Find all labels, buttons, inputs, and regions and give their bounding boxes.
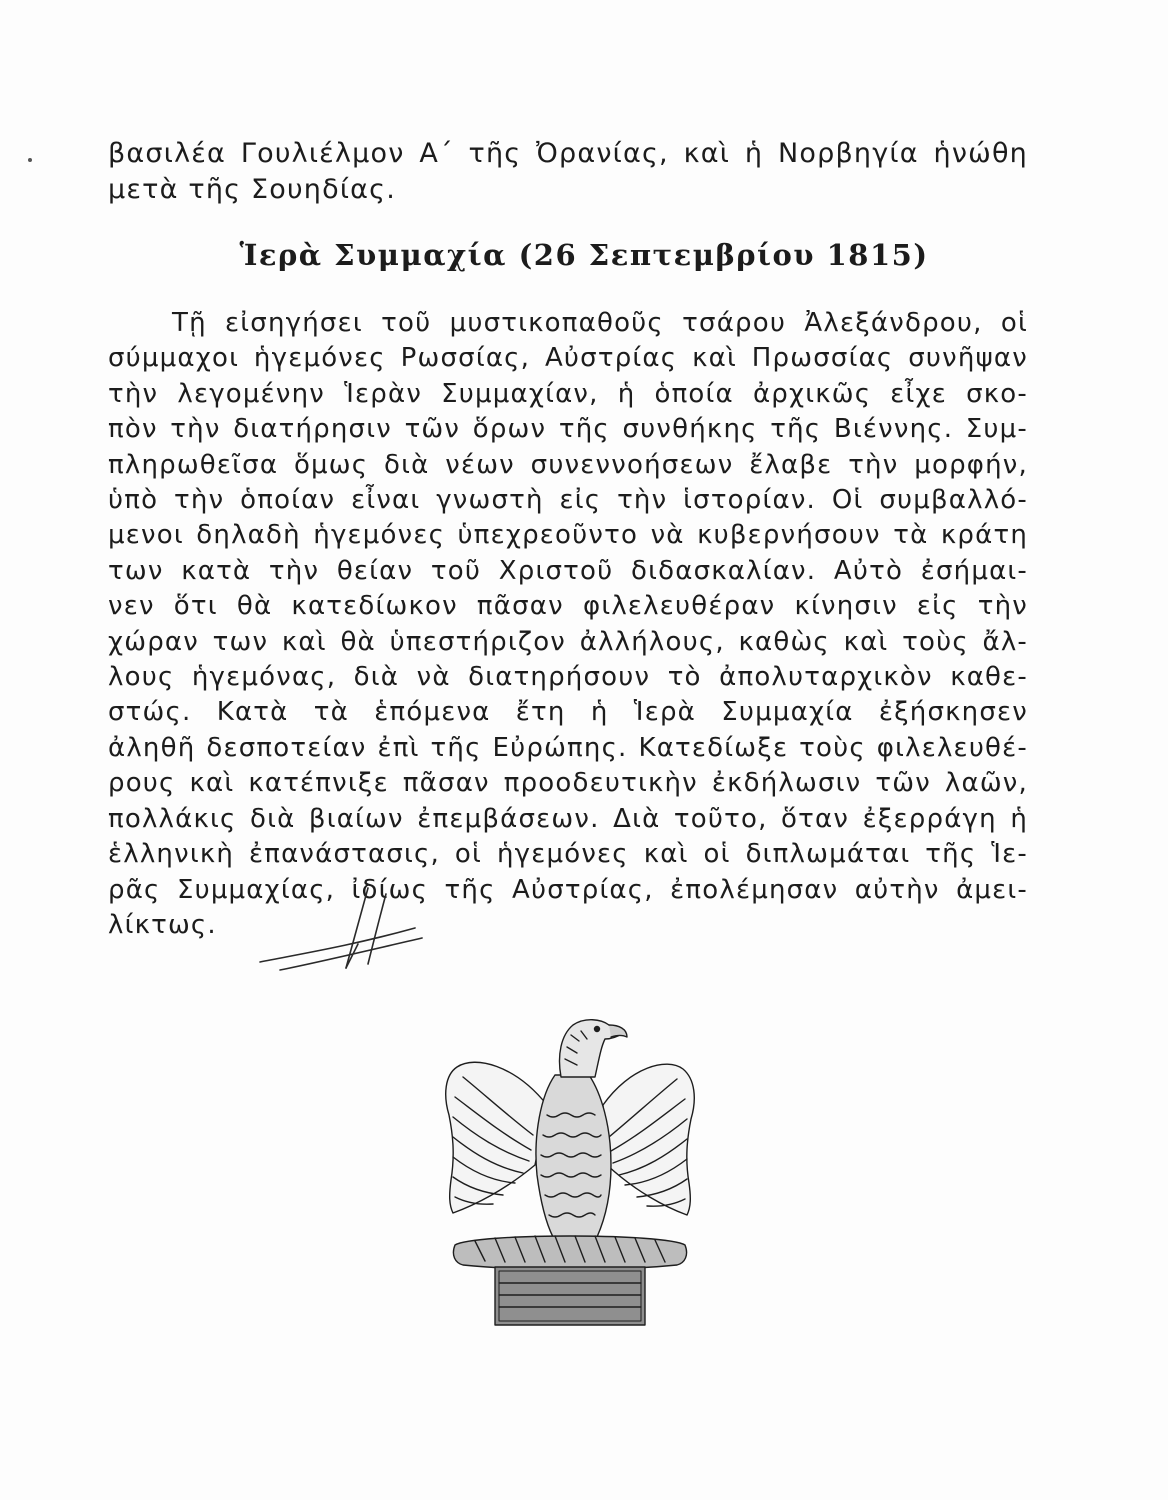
body-line: πὸν τὴν διατήρησιν τῶν ὅρων τῆς συνθήκης τῆς Βιέννης. Συμ- — [108, 414, 1028, 445]
body-line: των κατὰ τὴν θείαν τοῦ Χριστοῦ διδασκαλίαν. Αὐτὸ ἐσήμαι- — [108, 555, 1028, 586]
body-line: στώς. Κατὰ τὰ ἑπόμενα ἔτη ἡ Ἱερὰ Συμμαχία ἐξήσκησεν — [108, 697, 1028, 728]
body-line: τὴν λεγομένην Ἱερὰν Συμμαχίαν, ἡ ὁποία ἀρχικῶς εἶχε σκο- — [108, 378, 1028, 409]
body-line: ἑλληνικὴ ἐπανάστασις, οἱ ἡγεμόνες καὶ οἱ διπλωμάται τῆς Ἱε- — [108, 839, 1028, 870]
intro-line-1: βασιλέα Γουλιέλμον Α΄ τῆς Ὀρανίας, καὶ ἡ Νορβηγία ἡνώθη — [108, 138, 1028, 169]
intro-paragraph — [108, 136, 1028, 208]
eagle-on-pedestal-icon — [415, 1005, 725, 1335]
scan-speck — [28, 158, 32, 162]
body-line: πολλάκις διὰ βιαίων ἐπεμβάσεων. Διὰ τοῦτο, ὅταν ἐξερράγη ἡ — [108, 803, 1028, 834]
body-line: μενοι δηλαδὴ ἡγεμόνες ὑπεχρεοῦντο νὰ κυβερνήσουν τὰ κράτη — [108, 520, 1028, 551]
body-paragraph — [108, 306, 1028, 943]
section-heading: Ἱερὰ Συμμαχία (26 Σεπτεμβρίου 1815) — [239, 238, 929, 272]
handwritten-signature-icon — [250, 880, 430, 980]
body-line: ὑπὸ τὴν ὁποίαν εἶναι γνωστὴ εἰς τὴν ἱστορίαν. Οἱ συμβαλλό- — [108, 485, 1028, 516]
intro-line-2: μετὰ τῆς Σουηδίας. — [108, 174, 397, 205]
body-line: σύμμαχοι ἡγεμόνες Ρωσσίας, Αὐστρίας καὶ Πρωσσίας συνῆψαν — [108, 343, 1028, 374]
body-line: Τῇ εἰσηγήσει τοῦ μυστικοπαθοῦς τσάρου Ἀλεξάνδρου, οἱ — [172, 308, 1028, 338]
body-line: νεν ὅτι θὰ κατεδίωκον πᾶσαν φιλελευθέραν κίνησιν εἰς τὴν — [108, 591, 1028, 622]
body-line: λους ἡγεμόνας, διὰ νὰ διατηρήσουν τὸ ἀπολυταρχικὸν καθε- — [108, 662, 1028, 693]
body-line: χώραν των καὶ θὰ ὑπεστήριζον ἀλλήλους, καθὼς καὶ τοὺς ἄλ- — [108, 626, 1028, 657]
body-line: πληρωθεῖσα ὅμως διὰ νέων συνεννοήσεων ἔλαβε τὴν μορφήν, — [108, 449, 1028, 480]
body-line: ρους καὶ κατέπνιξε πᾶσαν προοδευτικὴν ἐκδήλωσιν τῶν λαῶν, — [108, 768, 1028, 799]
body-line: ρᾶς Συμμαχίας, ἰδίως τῆς Αὐστρίας, ἐπολέμησαν αὐτὴν ἀμει- — [108, 874, 1028, 905]
body-line: λίκτως. — [108, 909, 217, 940]
body-line: ἀληθῆ δεσποτείαν ἐπὶ τῆς Εὐρώπης. Κατεδίωξε τοὺς φιλελευθέ- — [108, 732, 1028, 763]
